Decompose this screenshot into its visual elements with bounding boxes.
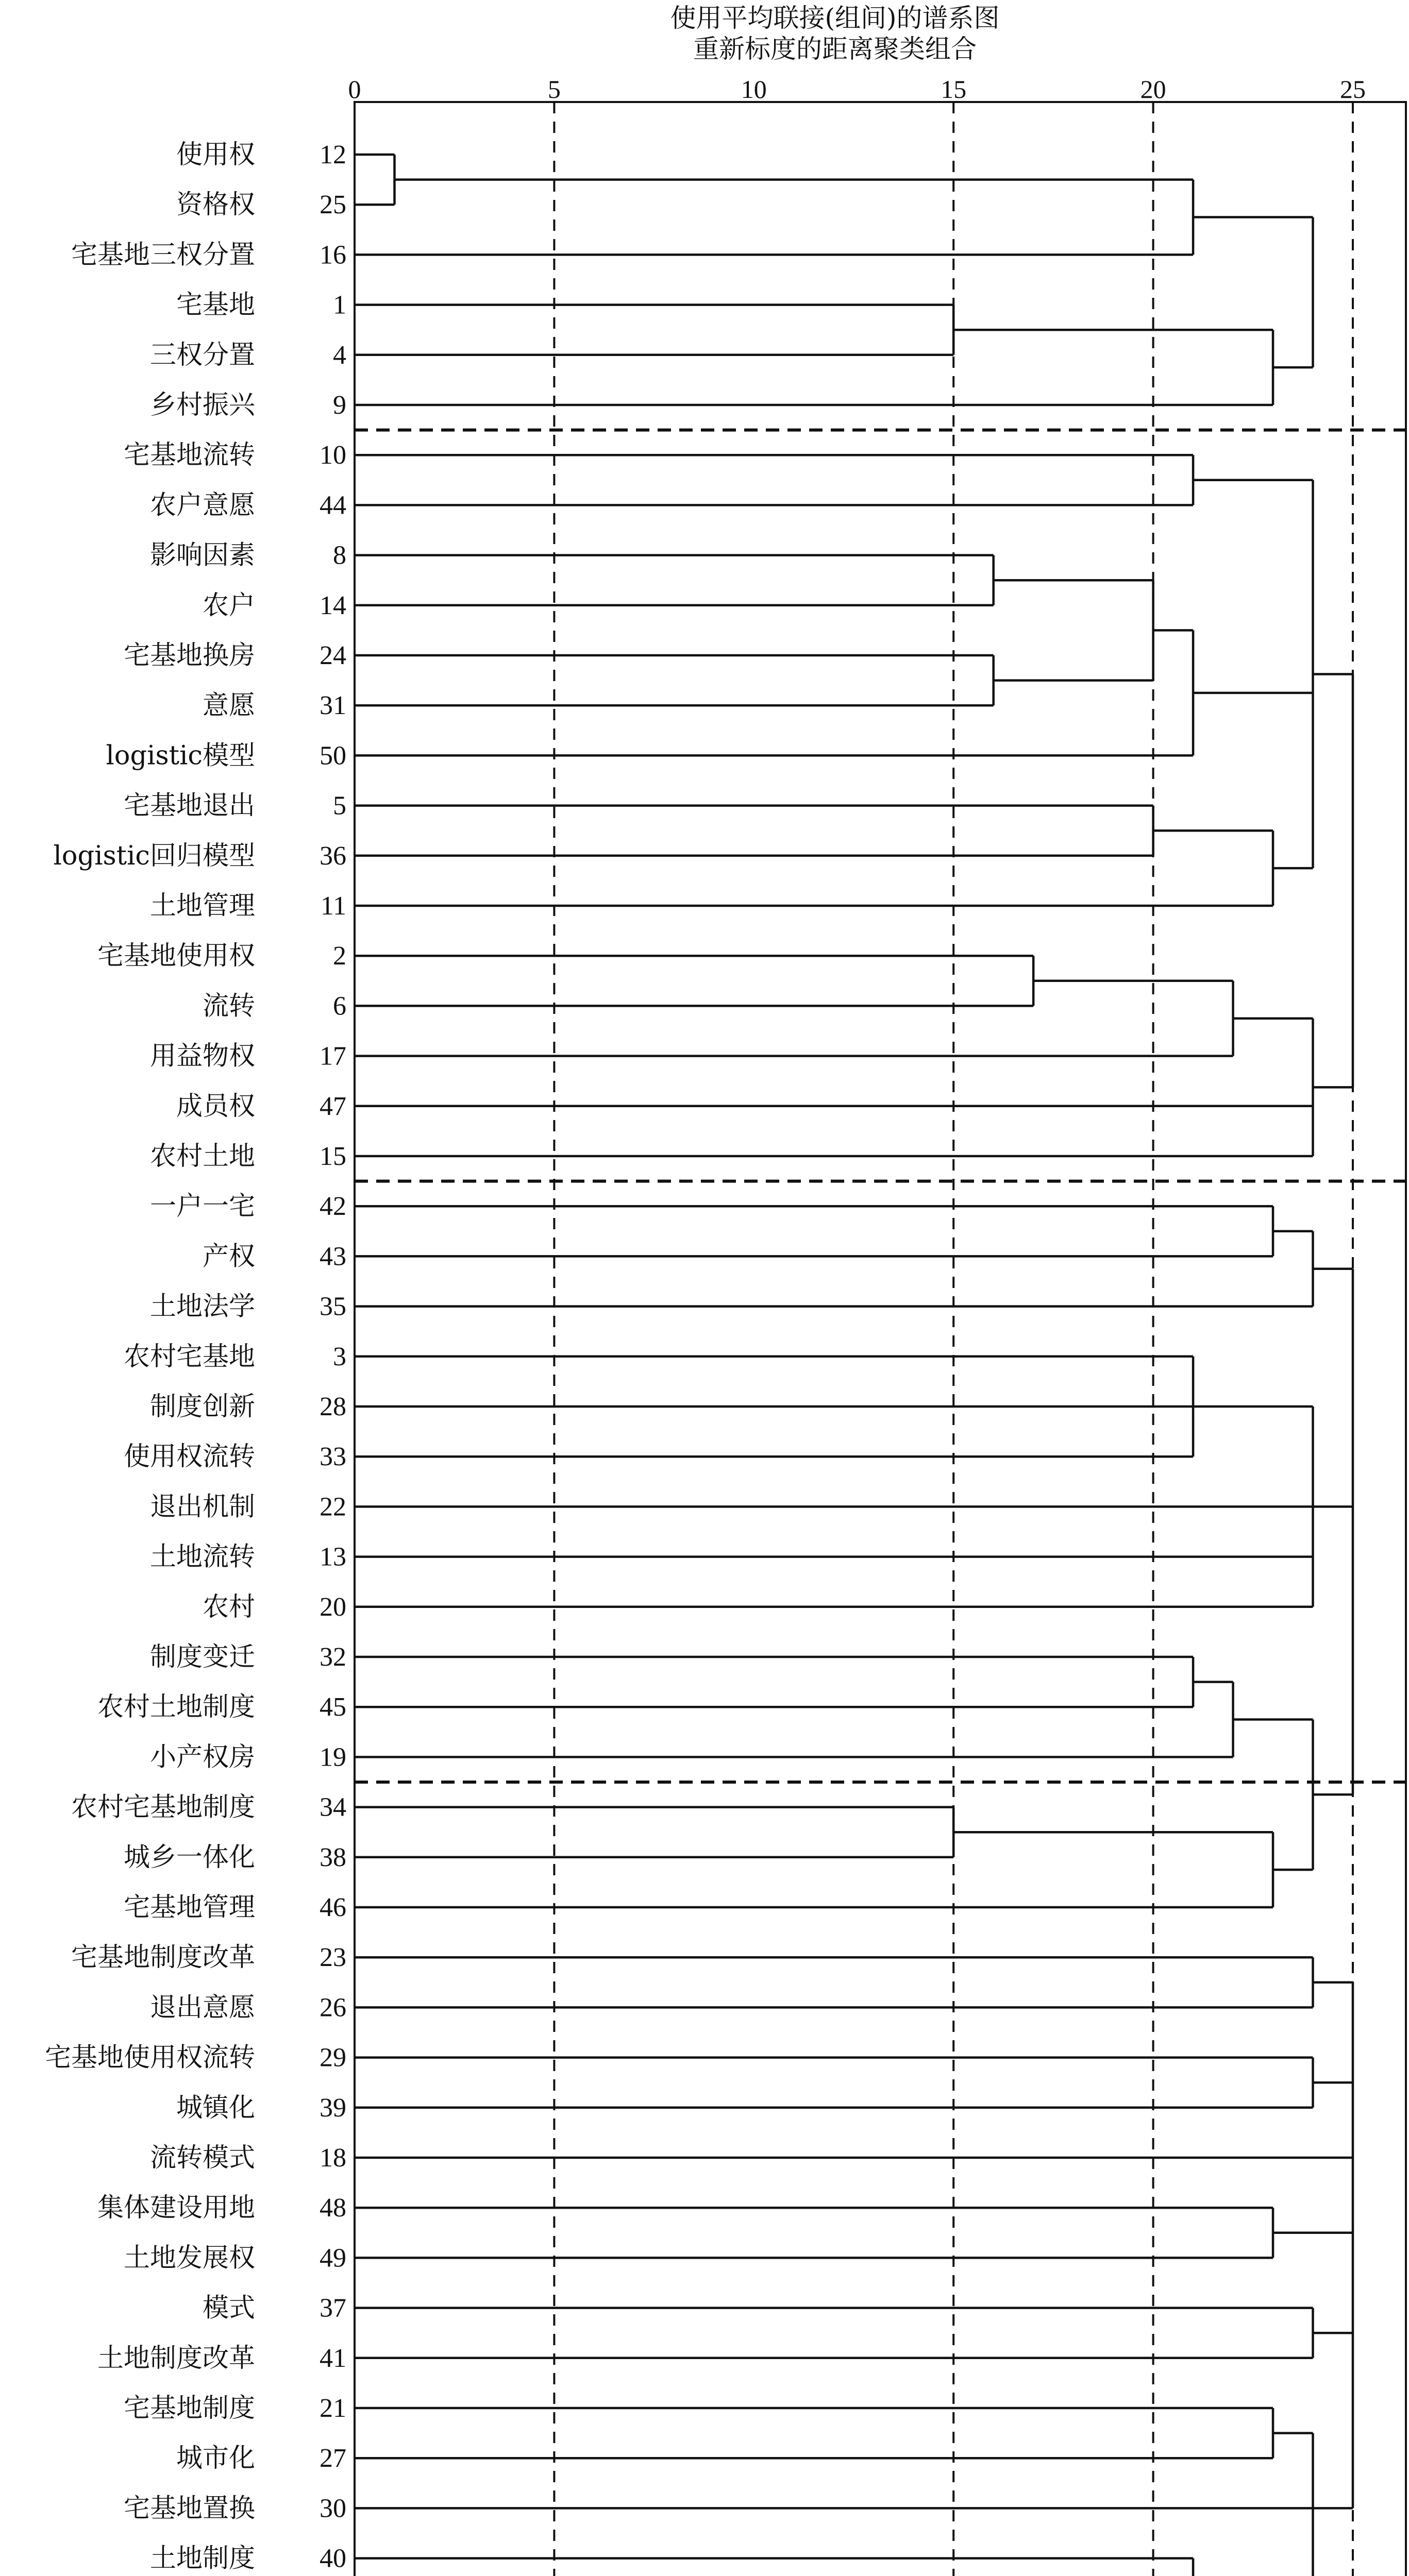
leaf-id: 47 [320, 1091, 346, 1121]
leaf-label: 制度创新 [149, 1392, 255, 1422]
leaf-label: 流转 [202, 991, 255, 1022]
leaf-id: 41 [320, 2343, 346, 2373]
leaf-id: 13 [320, 1542, 346, 1572]
leaf-label: 宅基地置换 [123, 2493, 255, 2524]
x-tick-label: 25 [1340, 75, 1366, 104]
leaf-id: 29 [320, 2043, 346, 2073]
leaf-id: 5 [333, 791, 346, 821]
leaf-label: 一户一宅 [149, 1191, 255, 1222]
leaf-id: 43 [320, 1242, 346, 1272]
leaf-label: 乡村振兴 [149, 390, 255, 420]
leaf-label: 宅基地换房 [123, 640, 255, 671]
leaf-label: 三权分置 [149, 340, 255, 370]
leaf-label: 宅基地三权分置 [71, 240, 255, 270]
leaf-id: 30 [320, 2494, 346, 2523]
leaf-id: 14 [320, 590, 346, 620]
leaf-label: 宅基地 [176, 290, 255, 320]
leaf-label: 土地流转 [149, 1541, 255, 1572]
leaf-id: 1 [333, 290, 346, 320]
leaf-id: 11 [320, 891, 346, 921]
plot-frame [355, 102, 1406, 2576]
leaf-label: 城乡一体化 [123, 1842, 255, 1873]
leaf-label: 宅基地使用权 [97, 941, 255, 972]
leaf-id: 22 [320, 1492, 346, 1522]
leaf-id: 23 [320, 1943, 346, 1973]
leaf-id: 24 [320, 641, 346, 670]
leaf-id: 49 [320, 2243, 346, 2273]
leaf-id: 46 [320, 1893, 346, 1922]
leaf-label: 农户 [202, 590, 255, 621]
chart-subtitle: 重新标度的距离聚类组合 [693, 34, 977, 64]
leaf-label: 用益物权 [149, 1041, 255, 1072]
leaf-label: 农村宅基地 [123, 1341, 255, 1372]
leaf-label: 土地发展权 [123, 2243, 255, 2274]
leaf-id: 17 [320, 1041, 346, 1071]
leaf-id: 45 [320, 1692, 346, 1722]
leaf-label: 意愿 [202, 690, 255, 721]
leaf-label: 制度变迁 [149, 1642, 255, 1672]
leaf-label: 农村土地 [149, 1141, 255, 1172]
leaf-label: 退出意愿 [149, 1992, 255, 2023]
leaf-label: 宅基地制度 [123, 2393, 255, 2424]
leaf-id: 39 [320, 2093, 346, 2123]
leaf-label: 成员权 [176, 1091, 255, 1122]
leaf-label: 退出机制 [149, 1492, 255, 1522]
leaf-label: 影响因素 [149, 540, 255, 571]
chart-title: 使用平均联接(组间)的谱系图 [670, 3, 1000, 33]
leaf-label: logistic回归模型 [53, 840, 255, 871]
leaf-label: 土地制度改革 [97, 2343, 255, 2374]
leaf-label: 土地制度 [149, 2543, 255, 2574]
leaf-label: 宅基地制度改革 [71, 1942, 255, 1973]
leaf-id: 15 [320, 1142, 346, 1171]
leaf-id: 32 [320, 1642, 346, 1672]
leaf-id: 25 [320, 190, 346, 220]
x-tick-label: 20 [1140, 75, 1166, 104]
leaf-label: 流转模式 [149, 2143, 255, 2173]
leaf-label: 使用权 [176, 140, 255, 170]
leaf-id: 50 [320, 741, 346, 771]
x-tick-label: 5 [547, 75, 561, 104]
leaf-label: 城镇化 [176, 2092, 255, 2123]
leaf-id: 27 [320, 2444, 346, 2473]
leaf-id: 12 [320, 140, 346, 170]
leaf-id: 44 [320, 490, 346, 520]
leaf-label: 产权 [202, 1241, 255, 1272]
leaf-label: 农村宅基地制度 [71, 1792, 255, 1823]
leaf-id: 8 [333, 540, 346, 570]
leaf-id: 35 [320, 1292, 346, 1321]
leaf-id: 42 [320, 1192, 346, 1222]
leaf-id: 10 [320, 440, 346, 470]
leaf-label: 农户意愿 [149, 490, 255, 521]
leaf-id: 36 [320, 841, 346, 871]
leaf-label: 农村土地制度 [97, 1692, 255, 1723]
leaf-label: 农村 [202, 1591, 255, 1622]
x-tick-label: 10 [741, 75, 767, 104]
leaf-label: logistic模型 [106, 740, 255, 771]
leaf-id: 9 [333, 391, 346, 420]
leaf-id: 2 [333, 941, 346, 971]
leaf-label: 宅基地流转 [123, 440, 255, 471]
leaf-id: 3 [333, 1342, 346, 1371]
leaf-id: 4 [333, 340, 346, 370]
leaf-label: 集体建设用地 [97, 2193, 255, 2224]
x-tick-label: 15 [941, 75, 967, 104]
leaf-label: 模式 [202, 2293, 255, 2324]
leaf-label: 宅基地使用权流转 [44, 2042, 255, 2073]
leaf-id: 33 [320, 1442, 346, 1472]
leaf-id: 37 [320, 2293, 346, 2323]
leaf-label: 土地管理 [149, 891, 255, 921]
leaf-label: 使用权流转 [123, 1442, 255, 1472]
leaf-id: 26 [320, 1993, 346, 2023]
leaf-id: 34 [320, 1792, 346, 1822]
leaf-id: 16 [320, 240, 346, 270]
leaf-id: 48 [320, 2193, 346, 2223]
leaf-id: 31 [320, 691, 346, 721]
leaf-label: 城市化 [176, 2443, 255, 2474]
leaf-id: 21 [320, 2394, 346, 2423]
leaf-label: 宅基地退出 [123, 790, 255, 821]
leaf-label: 资格权 [176, 190, 255, 221]
leaf-label: 宅基地管理 [123, 1892, 255, 1923]
leaf-label: 小产权房 [149, 1742, 255, 1773]
x-tick-label: 0 [348, 75, 361, 104]
leaf-id: 38 [320, 1842, 346, 1872]
leaf-id: 18 [320, 2143, 346, 2173]
leaf-label: 土地法学 [149, 1291, 255, 1322]
leaf-id: 6 [333, 991, 346, 1021]
leaf-id: 40 [320, 2544, 346, 2573]
leaf-id: 19 [320, 1742, 346, 1772]
leaf-id: 20 [320, 1592, 346, 1622]
leaf-id: 28 [320, 1392, 346, 1421]
